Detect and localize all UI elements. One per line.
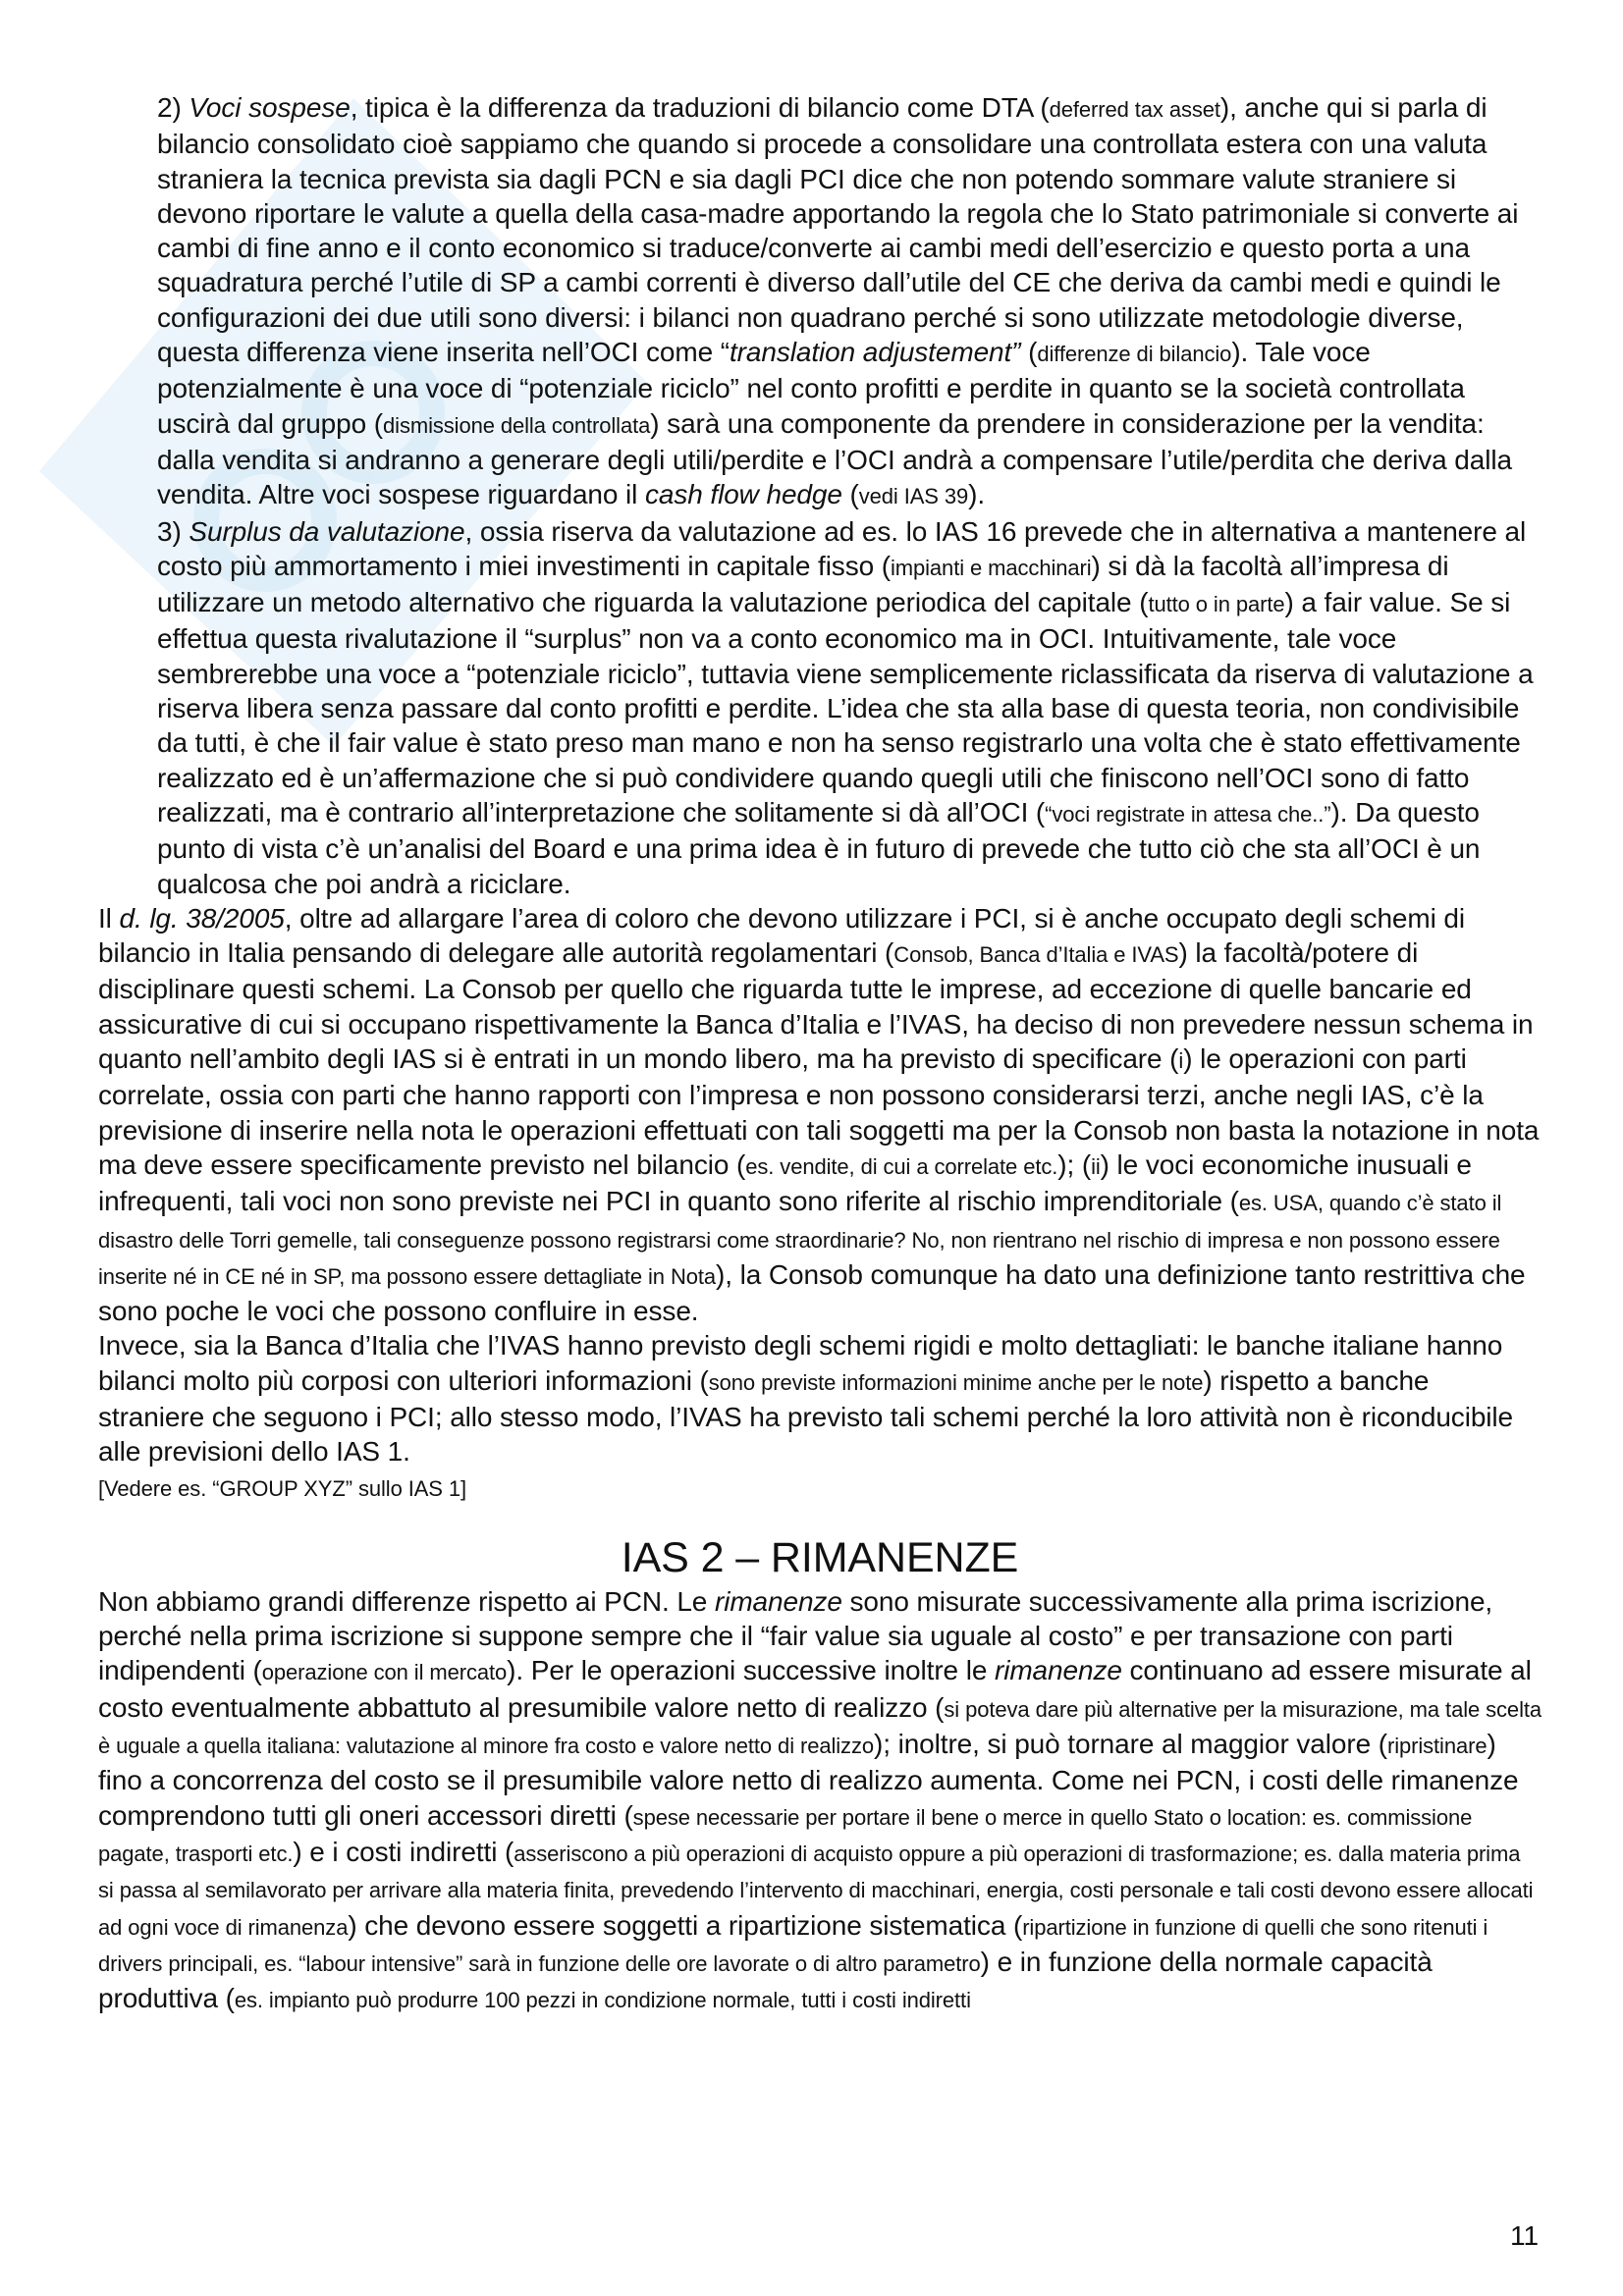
paragraph-rimanenze: Non abbiamo grandi differenze rispetto ai PCN. Le rimanenze sono misurate successivamente alla prima iscrizione, perché nella prima iscrizione si suppone sempre che il “fair value sia uguale al costo” e per transazione con parti indipendenti (operazione con il mercato). Per le operazioni successive inoltre le rimanenze continuano ad essere misurate al costo eventualmente abbattuto al presumibile valore netto di realizzo (si poteva dare più alternative per la misurazione, ma tale scelta è uguale a quella italiana: valutazione al minore fra costo e valore netto di realizzo); inoltre, si può tornare al maggior valore (ripristinare) fino a concorrenza del costo se il presumibile valore netto di realizzo aumenta. Come nei PCN, i costi delle rimanenze comprendono tutti gli oneri accessori diretti (spese necessarie per portare il bene o merce in quello Stato o location: es. commissione pagate, trasporti etc.) e i costi indiretti (asseriscono a più operazioni di acquisto oppure a più operazioni di trasformazione; es. dalla materia prima si passa al semilavorato per arrivare alla materia finita, prevedendo l’intervento di macchinari, energia, costi personale e tali costi devono essere allocati ad ogni voce di rimanenza) che devono essere soggetti a ripartizione sistematica (ripartizione in funzione di quelli che sono ritenuti i drivers principali, es. “labour intensive” sarà in funzione delle ore lavorate o di altro parametro) e in funzione della normale capacità produttiva (es. impianto può produrre 100 pezzi in condizione normale, tutti i costi indiretti [98,1585,1542,2014]
term-surplus-da-valutazione: Surplus da valutazione [189,515,465,547]
note-group-xyz: [Vedere es. “GROUP XYZ” sullo IAS 1] [98,1475,467,1501]
paragraph-banca-italia-ivas: Invece, sia la Banca d’Italia che l’IVAS hanno previsto degli schemi rigidi e molto dettagliati: le banche italiane hanno bilanci molto più corposi con ulteriori informazioni (sono previste informazioni minime anche per le note) rispetto a banche straniere che seguono i PCI; allo stesso modo, l’IVAS ha previsto tali schemi perché la loro attività non è riconducibile alle previsioni dello IAS 1. [98,1330,1514,1468]
page-number: 11 [1510,2220,1540,2251]
paragraph-dlg-38-2005: Il d. lg. 38/2005, oltre ad allargare l’area di coloro che devono utilizzare i PCI, si è anche occupato degli schemi di bilancio in Italia pensando di delegare alle autorità regolamentari (Consob, Banca d’Italia e IVAS) la facoltà/potere di disciplinare questi schemi. La Consob per quello che riguarda tutte le imprese, ad eccezione di quelle bancarie ed assicurative di cui si occupano rispettivamente la Banca d’Italia e l’IVAS, ha deciso di non prevedere nessun schema in quanto nell’ambito degli IAS si è entrati in un mondo libero, ma ha previsto di specificare (i) le operazioni con parti correlate, ossia con parti che hanno rapporti con l’impresa e non possono considerarsi terzi, anche negli IAS, c’è la previsione di inserire nella nota le operazioni effettuati con tali soggetti ma per la Consob non basta la notazione in nota ma deve essere specificamente previsto nel bilancio (es. vendite, di cui a correlate etc.); (ii) le voci economiche inusuali e infrequenti, tali voci non sono previste nei PCI in quanto sono riferite al rischio imprenditoriale (es. USA, quando c’è stato il disastro delle Torri gemelle, tali conseguenze possono registrarsi come straordinarie? No, non rientrano nel rischio di impresa e non possono essere inserite né in CE né in SP, ma possono essere dettagliate in Nota), la Consob comunque ha dato una definizione tanto restrittiva che sono poche le voci che possono confluire in esse. [98,902,1540,1327]
term-translation-adjustement: translation adjustement” [729,337,1021,368]
section-heading: IAS 2 – RIMANENZE [621,1533,1019,1581]
term-cash-flow-hedge: cash flow hedge [644,479,842,510]
paragraph-voci-sospese: 2) Voci sospese, tipica è la differenza da traduzioni di bilancio come DTA (deferred tax asset), anche qui si parla di bilancio consolidato cioè sappiamo che quando si procede a consolidare una controllata estera con una valuta straniera la tecnica prevista sia dagli PCN e sia dagli PCI dice che non potendo sommare valute straniere si devono riportare le valute a quella della casa-madre apportando la regola che lo Stato patrimoniale si converte ai cambi di fine anno e il conto economico si traduce/converte ai cambi medi dell’esercizio e questo porta a una squadratura perché l’utile di SP a cambi correnti è diverso dall’utile del CE che deriva da cambi medi e quindi le configurazioni dei due utili sono diversi: i bilanci non quadrano perché si sono utilizzate metodologie diverse, questa differenza viene inserita nell’OCI come “translation adjustement” (differenze di bilancio). Tale voce potenzialmente è una voce di “potenziale riciclo” nel conto profitti e perdite in quanto se la società controllata uscirà dal gruppo (dismissione della controllata) sarà una componente da prendere in considerazione per la vendita: dalla vendita si andranno a generare degli utili/perdite e l’OCI andrà a compensare l’utile/perdita che deriva dalla vendita. Altre voci sospese riguardano il cash flow hedge (vedi IAS 39). [157,92,1519,510]
paragraph-surplus-valutazione: 3) Surplus da valutazione, ossia riserva da valutazione ad es. lo IAS 16 prevede che in alternativa a mantenere al costo più ammortamento i miei investimenti in capitale fisso (impianti e macchinari) si dà la facoltà all’impresa di utilizzare un metodo alternativo che riguarda la valutazione periodica del capitale (tutto o in parte) a fair value. Se si effettua questa rivalutazione il “surplus” non va a conto economico ma in OCI. Intuitivamente, tale voce sembrerebbe una voce a “potenziale riciclo”, tuttavia viene semplicemente riclassificata da riserva di valutazione a riserva libera senza passare dal conto profitti e perdite. L’idea che sta alla base di questa teoria, non condivisibile da tutti, è che il fair value è stato preso man mano e non ha senso registrarlo una volta che è stato effettivamente realizzato ed è un’affermazione che si può condividere quando quegli utili che finiscono nell’OCI sono di fatto realizzati, ma è contrario all’interpretazione che solitamente si dà all’OCI (“voci registrate in attesa che..”). Da questo punto di vista c’è un’analisi del Board e una prima idea è in futuro di prevede che tutto ciò che sta all’OCI è un qualcosa che poi andrà a riciclare. [157,515,1534,899]
term-rimanenze: rimanenze [714,1585,842,1617]
term-voci-sospese: Voci sospese [189,92,351,123]
term-dlg-38-2005: d. lg. 38/2005 [119,902,285,934]
term-rimanenze-2: rimanenze [994,1655,1122,1686]
document-body [98,90,1542,2017]
